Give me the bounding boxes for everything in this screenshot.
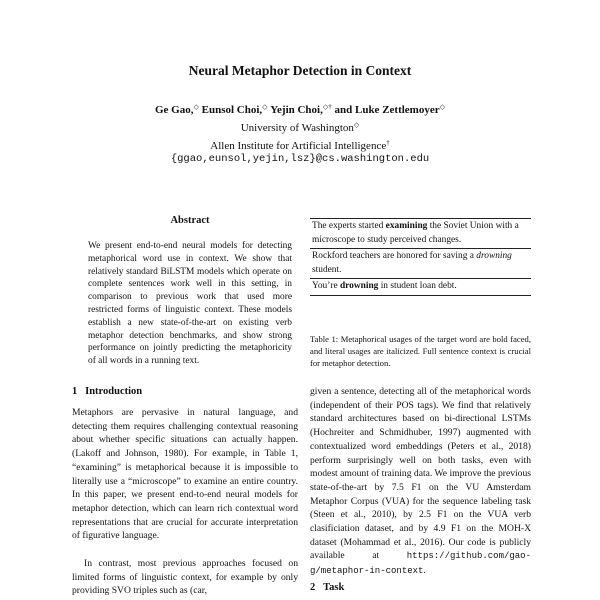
task-heading: 2 Task (310, 582, 345, 593)
code-url-link[interactable]: https://github.com/gao-g/metaphor-in-context (310, 551, 531, 577)
right-column-text: given a sentence, detecting all of the metaphorical words (independent of their POS tags). We find that relatively standard architectures based on bi-directional LSTMs (Hochreiter and Schmidhuber, 1997) augmented with contextualized word embeddings (Peters et al., 2018) perform surprisingly well on both tasks, even with modest amount of training data. We improve the previous state-of-the-art by 7.5 F1 on the VU Amsterdam Metaphor Corpus (VUA) for the sequence labeling task (Steen et al., 2010), by 2.5 F1 on the VUA verb clasificiation dataset, and by 4.9 F1 on the MOH-X dataset (Mohammad et al., 2016). Our code is publicly available at https://github.com/gao-g/metaphor-in-context. (310, 386, 531, 577)
affiliation-1: University of Washington◇ (240, 121, 360, 134)
author-name: Eunsol Choi, (201, 104, 263, 116)
table-1 (310, 218, 531, 296)
author-names (0, 100, 600, 118)
affiliation-mark: ◇† (322, 103, 332, 111)
abstract-text: We present end-to-end neural models for detecting metaphorical word use in context. We show that relatively standard BiLSTM models which operate on complete sentences work well in this setting, in comparison to previous work that used more restricted forms of linguistic context. These models establish a new state-of-the-art on existing verb metaphor detection benchmarks, and show strong performance on jointly predicting the metaphoricity of all words in a running text. (88, 241, 292, 367)
metaphor-target: drowning (339, 281, 379, 291)
author-email: {ggao,eunsol,yejin,lsz}@cs.washington.edu (170, 153, 430, 165)
abstract-heading: Abstract (170, 215, 210, 226)
affiliation-mark: ◇ (193, 103, 199, 111)
literal-target: drowning (476, 251, 512, 261)
affiliation-2: Allen Institute for Artificial Intelligence† (210, 139, 390, 152)
table-1-caption: Table 1: Metaphorical usages of the target word are bold faced, and literal usages are italicized. Full sentence context is crucial for metaphor detection. (310, 334, 531, 368)
author-block (0, 100, 600, 154)
author-name: and Luke Zettlemoyer (334, 104, 440, 116)
intro-paragraph-2: In contrast, most previous approaches focused on limited forms of linguistic context, for example by only providing SVO triples such as (car, (72, 558, 298, 597)
affiliation-mark: ◇ (439, 103, 445, 111)
intro-heading: 1 Introduction (72, 386, 143, 397)
table-row: You’re drowning in student loan debt. (310, 278, 531, 296)
intro-paragraph-1: Metaphors are pervasive in natural language, and detecting them requires challenging contextual reasoning about whether specific situations can actually happen. (Lakoff and Johnson, 1980). For example, in Table 1, “examining” is metaphorical because it is impossible to literally use a “microscope” to examine an entire country. In this paper, we present end-to-end neural models for metaphor detection, which can learn rich contextual word representations that are crucial for accurate interpretation of figurative language. (72, 407, 298, 542)
metaphor-target: examining (385, 221, 428, 231)
author-name: Yejin Choi, (270, 104, 323, 116)
table-row: Rockford teachers are honored for saving a drowning student. (310, 248, 531, 278)
author-name: Ge Gao, (154, 104, 194, 116)
table-row: The experts started examining the Soviet Union with a microscope to study perceived changes. (310, 218, 531, 248)
paper-title: Neural Metaphor Detection in Context (188, 63, 412, 78)
affiliation-mark: ◇ (262, 103, 268, 111)
